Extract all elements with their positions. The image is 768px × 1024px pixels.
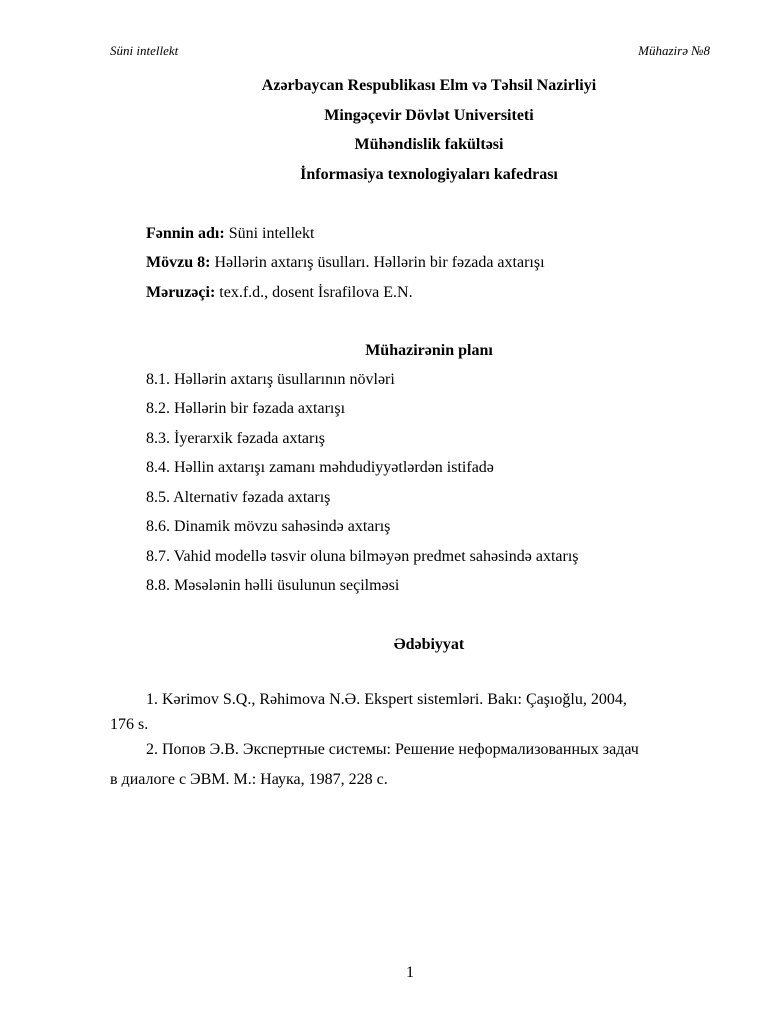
reference-1-line-1: 1. Kərimov S.Q., Rəhimova N.Ə. Ekspert sistemləri. Bakı: Çaşıoğlu, 2004, (146, 691, 627, 708)
lecturer-line (146, 284, 413, 302)
plan-item: 8.6. Dinamik mövzu sahəsində axtarış (146, 518, 391, 535)
topic-label: Mövzu 8: (146, 254, 211, 271)
subject-line (146, 225, 314, 243)
literature-title: Ədəbiyyat (393, 636, 465, 653)
lecturer-value: tex.f.d., dosent İsrafilova E.N. (215, 284, 413, 301)
ministry-name: Azərbaycan Respublikası Elm və Təhsil Nazirliyi (261, 77, 597, 94)
running-header-course: Süni intellekt (110, 43, 179, 58)
department-name: İnformasiya texnologiyaları kafedrası (300, 166, 558, 183)
plan-title: Mühazirənin planı (365, 342, 493, 359)
lecturer-label: Məruzəçi: (146, 284, 216, 301)
plan-item: 8.7. Vahid modellə təsvir oluna bilməyən predmet sahəsində axtarış (146, 548, 579, 565)
reference-1-line-2: 176 s. (110, 716, 149, 733)
plan-item: 8.4. Həllin axtarışı zamanı məhdudiyyətlərdən istifadə (146, 459, 494, 476)
plan-item: 8.3. İyerarxik fəzada axtarış (146, 430, 326, 447)
plan-item: 8.8. Məsələnin həlli üsulunun seçilməsi (146, 577, 400, 594)
running-header-lecture: Mühazirə №8 (638, 43, 710, 58)
faculty-name: Mühəndislik fakültəsi (354, 136, 504, 153)
page-number: 1 (406, 964, 414, 981)
plan-item: 8.1. Həllərin axtarış üsullarının növləri (146, 371, 395, 388)
subject-value: Süni intellekt (224, 225, 315, 242)
plan-item: 8.2. Həllərin bir fəzada axtarışı (146, 400, 346, 417)
reference-2-line-1: 2. Попов Э.В. Экспертные системы: Решение неформализованных задач (146, 741, 639, 758)
university-name: Mingəçevir Dövlət Universiteti (324, 107, 534, 124)
subject-label: Fənnin adı: (146, 225, 225, 242)
reference-2-line-2: в диалоге с ЭВМ. М.: Наука, 1987, 228 с. (110, 771, 388, 788)
topic-line (146, 254, 545, 272)
plan-item: 8.5. Alternativ fəzada axtarış (146, 489, 331, 506)
topic-value: Həllərin axtarış üsulları. Həllərin bir fəzada axtarışı (210, 254, 545, 271)
